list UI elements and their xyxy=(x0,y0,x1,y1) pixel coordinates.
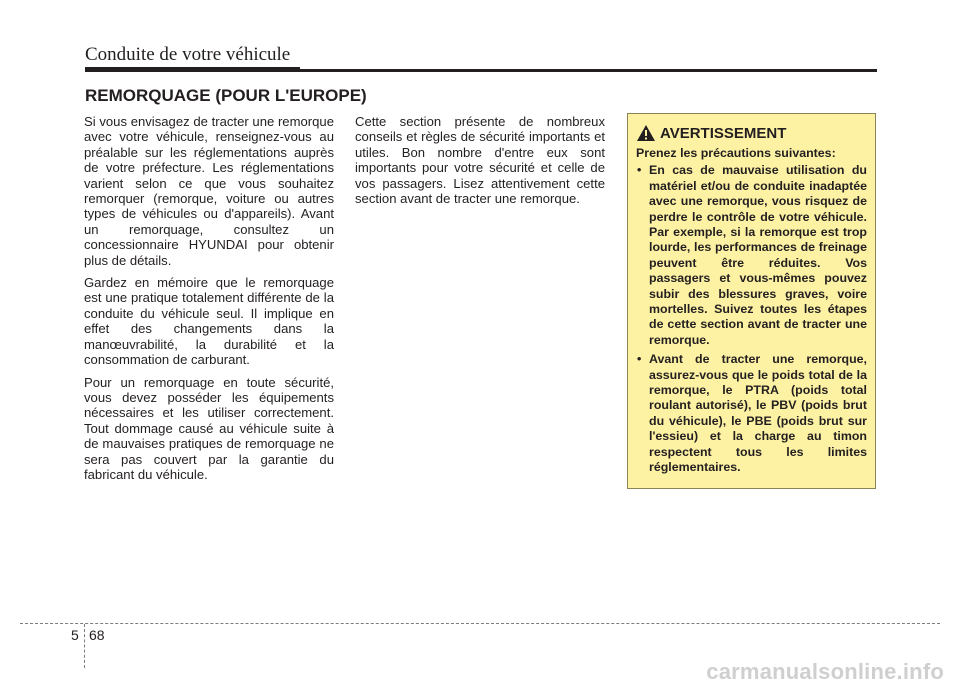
warning-intro: Prenez les précautions suivantes: xyxy=(636,146,836,160)
page-header-title: Conduite de votre véhicule xyxy=(85,44,291,65)
header-rule-accent xyxy=(85,67,300,72)
footer-divider xyxy=(84,624,85,668)
footer-rule xyxy=(20,623,940,624)
warning-list-item xyxy=(636,163,867,348)
paragraph: Si vous envisagez de tracter une remorque avec votre véhicule, renseignez-vous au préalable sur les réglementations auprès de votre préfecture. Les réglementations varient selon ce que vous souhaitez remorquer (remorque, voiture ou autres types de véhicules ou d'appareils). Avant un remorquage, consultez un concessionnaire HYUNDAI pour obtenir plus de détails. xyxy=(84,114,334,268)
warning-box xyxy=(627,113,876,489)
paragraph: Pour un remorquage en toute sécurité, vous devez posséder les équipements nécessaires et les utiliser correctement. Tout dommage causé au véhicule suite à de mauvaises pratiques de remorquage ne sera pas couvert par la garantie du fabricant du véhicule. xyxy=(84,374,334,482)
warning-list xyxy=(636,163,867,475)
text-column-middle xyxy=(355,114,605,213)
warning-item-text: Avant de tracter une remorque, assurez-vous que le poids total de la remorque, le PTRA (poids total roulant autorisé), le PBV (poids brut du véhicule), le PBE (poids brut sur l'essieu) et la charge au timon respectent tous les limites réglementaires. xyxy=(649,352,867,475)
bullet-icon: • xyxy=(637,352,642,367)
warning-triangle-icon xyxy=(636,124,656,142)
warning-list-item xyxy=(636,352,867,475)
warning-title: AVERTISSEMENT xyxy=(660,124,787,142)
section-title: REMORQUAGE (POUR L'EUROPE) xyxy=(85,86,367,105)
warning-item-text: En cas de mauvaise utilisation du matériel et/ou de conduite inadaptée avec une remorque, vous risquez de perdre le contrôle de votre véhicule. Par exemple, si la remorque est trop lourde, les performances de freinage peuvent être réduites. Vos passagers et vous-mêmes pouvez subir des blessures graves, voire mortelles. Suivez toutes les étapes de cette section avant de tracter une remorque. xyxy=(649,163,867,347)
bullet-icon: • xyxy=(637,163,642,178)
watermark: carmanualsonline.info xyxy=(706,659,944,684)
chapter-number: 5 xyxy=(71,627,79,643)
warning-header xyxy=(636,124,867,142)
page-number: 68 xyxy=(89,627,105,643)
paragraph: Gardez en mémoire que le remorquage est une pratique totalement différente de la conduite du véhicule seul. Il implique en effet des changements dans la manœuvrabilité, la durabilité et la consommation de carburant. xyxy=(84,275,334,368)
text-column-left xyxy=(84,114,334,489)
paragraph: Cette section présente de nombreux conseils et règles de sécurité importants et utiles. Bon nombre d'entre eux sont importants pour votre sécurité et celle de vos passagers. Lisez attentivement cette section avant de tracter une remorque. xyxy=(355,114,605,207)
